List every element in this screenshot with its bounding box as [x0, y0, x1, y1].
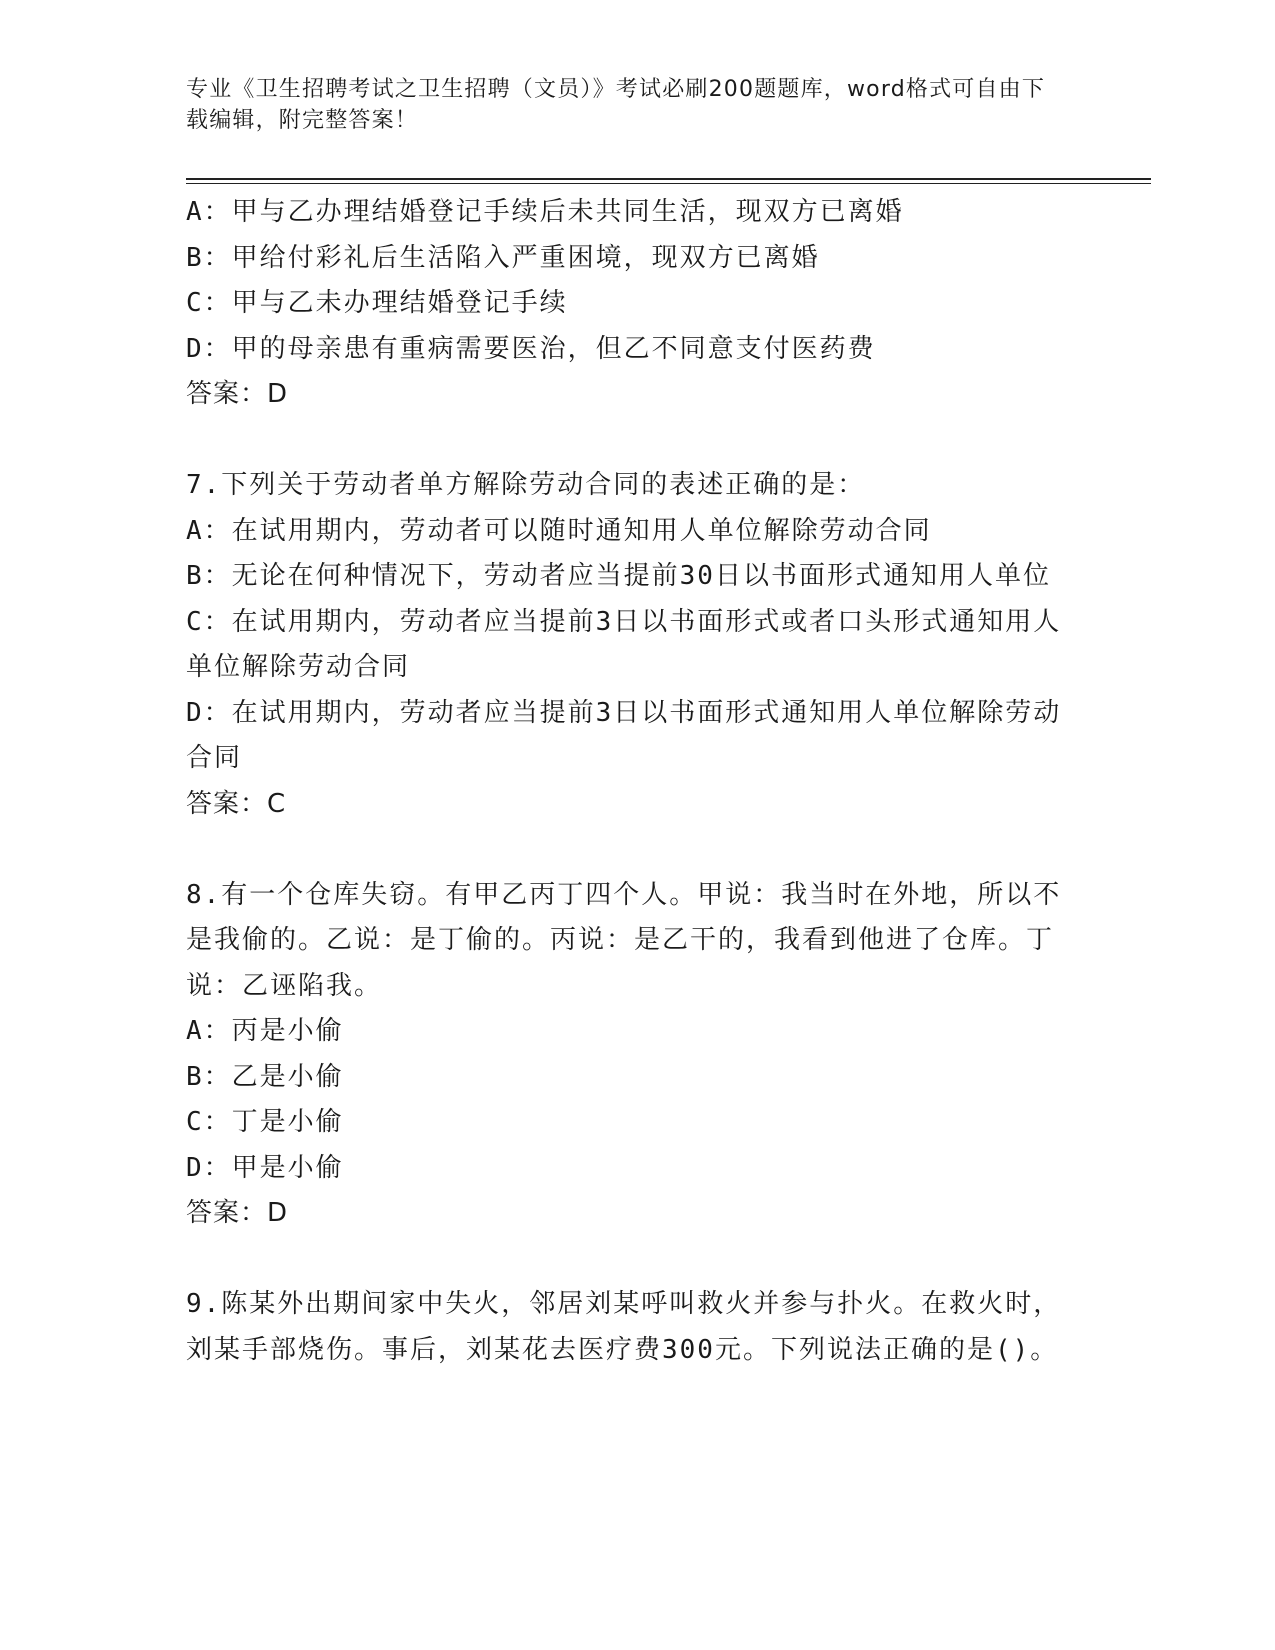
question-9-block [186, 1282, 1076, 1373]
document-body [186, 190, 1076, 1373]
header-divider-thin [186, 183, 1151, 184]
option-a: A：丙是小偷 [186, 1016, 344, 1046]
option-d: D：甲是小偷 [186, 1152, 344, 1183]
question-text: 8.有一个仓库失窃。有甲乙丙丁四个人。甲说：我当时在外地，所以不是我偷的。乙说：是丁偷的。丙说：是乙干的，我看到他进了仓库。丁说：乙诬陷我。 [186, 879, 1062, 1001]
question-text: 7.下列关于劳动者单方解除劳动合同的表述正确的是： [186, 470, 866, 500]
option-a: A：甲与乙办理结婚登记手续后未共同生活，现双方已离婚 [186, 197, 904, 227]
question-8-block [186, 873, 1076, 1237]
answer-line: 答案：D [186, 1198, 289, 1228]
option-d: D：在试用期内，劳动者应当提前3日以书面形式通知用人单位解除劳动合同 [186, 697, 1062, 773]
spacer [186, 827, 1076, 873]
document-header: 专业《卫生招聘考试之卫生招聘（文员）》考试必刷200题题库，word格式可自由下载编辑，附完整答案！ [186, 77, 1046, 133]
option-c: C：丁是小偷 [186, 1107, 344, 1137]
option-c: C：在试用期内，劳动者应当提前3日以书面形式或者口头形式通知用人单位解除劳动合同 [186, 606, 1062, 682]
question-6-block [186, 190, 1076, 418]
answer-line: 答案：D [186, 379, 289, 409]
option-b: B：甲给付彩礼后生活陷入严重困境，现双方已离婚 [186, 242, 820, 273]
header-divider-thick [186, 178, 1151, 180]
option-a: A：在试用期内，劳动者可以随时通知用人单位解除劳动合同 [186, 515, 932, 546]
spacer [186, 1237, 1076, 1283]
question-7-block [186, 463, 1076, 827]
answer-line: 答案：C [186, 788, 287, 819]
option-b: B：无论在何种情况下，劳动者应当提前30日以书面形式通知用人单位 [186, 561, 1051, 591]
spacer [186, 418, 1076, 464]
question-text: 9.陈某外出期间家中失火，邻居刘某呼叫救火并参与扑火。在救火时，刘某手部烧伤。事后，刘某花去医疗费300元。下列说法正确的是()。 [186, 1289, 1062, 1365]
option-b: B：乙是小偷 [186, 1061, 344, 1092]
option-d: D：甲的母亲患有重病需要医治，但乙不同意支付医药费 [186, 333, 876, 364]
option-c: C：甲与乙未办理结婚登记手续 [186, 288, 568, 318]
